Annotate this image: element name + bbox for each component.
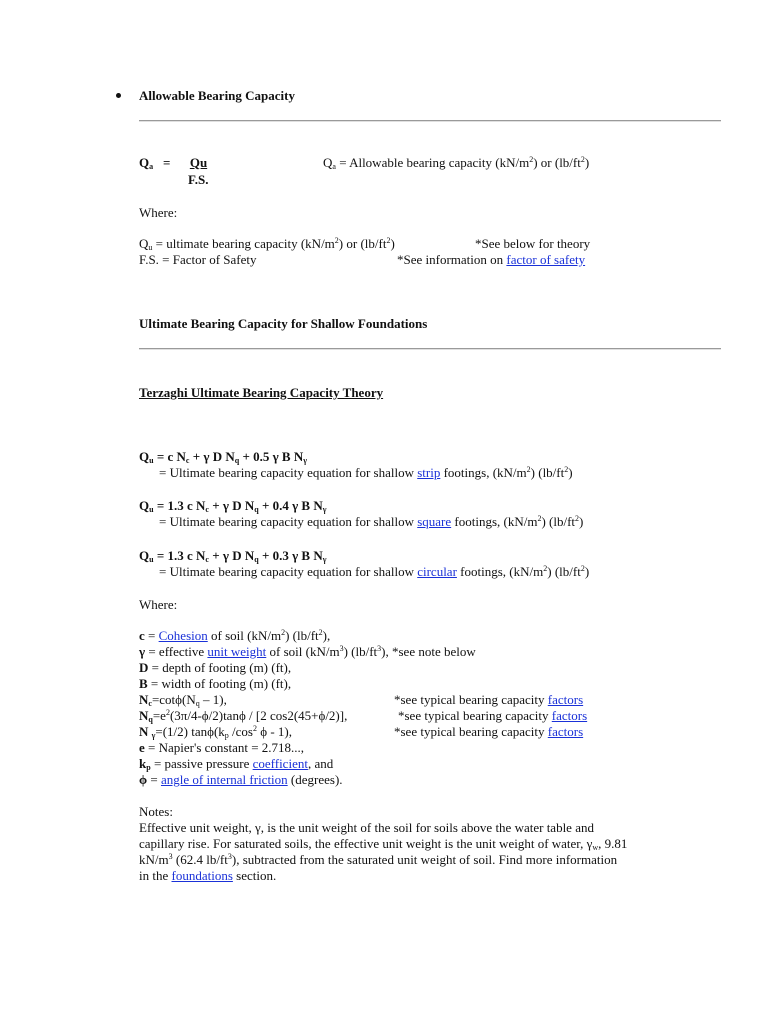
qa-def-subscript: a <box>332 162 336 171</box>
notes-line-1: Effective unit weight, γ, is the unit weight of the soil for soils above the water table and <box>139 820 594 835</box>
def-sup: 3 <box>339 644 344 653</box>
desc-b: footings, (kN/m <box>451 514 538 529</box>
qa-def-symbol: Q <box>323 155 333 170</box>
eq-sub-g: γ <box>322 555 327 564</box>
desc-a: = Ultimate bearing capacity equation for shallow <box>159 465 418 480</box>
ngamma-note <box>394 724 583 739</box>
eq-sub-q: q <box>254 555 259 564</box>
eq-rhs-a: = 1.3 c N <box>153 548 206 563</box>
qa-def-sup2: 2 <box>580 155 585 164</box>
fs-note <box>397 252 585 267</box>
qa-def-text3: ) <box>584 155 590 170</box>
circular-link[interactable]: circular <box>417 564 457 579</box>
factors-link[interactable]: factors <box>547 724 584 739</box>
qu-sup2: 2 <box>386 236 391 245</box>
desc-a: = Ultimate bearing capacity equation for shallow <box>159 514 418 529</box>
qa-def-text2: ) or (lb/ft <box>533 155 581 170</box>
eq-rhs-a: = 1.3 c N <box>153 498 206 513</box>
def-symbol: k <box>139 756 147 771</box>
def-text: (degrees). <box>287 772 343 787</box>
def-width <box>139 676 291 691</box>
def-sup: 2 <box>165 708 170 717</box>
def-symbol: N <box>139 708 149 723</box>
def-symbol: N <box>139 724 149 739</box>
fs-definition: F.S. = Factor of Safety <box>139 252 257 267</box>
def-symbol: ϕ <box>139 772 148 787</box>
desc-c: ) (lb/ft <box>547 564 581 579</box>
strip-link[interactable]: strip <box>417 465 441 480</box>
eq-sub-q: q <box>254 505 259 514</box>
qa-def-text: = Allowable bearing capacity (kN/m <box>335 155 530 170</box>
factors-link[interactable]: factors <box>551 708 588 723</box>
terzaghi-heading: Terzaghi Ultimate Bearing Capacity Theory <box>139 385 384 400</box>
notes-sup: 3 <box>168 852 173 861</box>
def-cohesion <box>139 628 330 643</box>
notes-text: ), subtracted from the saturated unit weight of soil. Find more information <box>231 852 618 867</box>
notes-text: kN/m <box>139 852 169 867</box>
circular-description <box>159 564 589 579</box>
strip-equation <box>139 449 307 464</box>
square-equation <box>139 498 327 513</box>
section-title-allowable: Allowable Bearing Capacity <box>139 88 295 103</box>
def-text3: ϕ - 1), <box>257 724 293 739</box>
desc-sup2: 2 <box>564 465 569 474</box>
eq-rhs-b: + γ D N <box>208 498 255 513</box>
desc-c: ) (lb/ft <box>530 465 565 480</box>
qu-text2: ) or (lb/ft <box>338 236 387 251</box>
eq-lhs-sub: u <box>149 505 154 514</box>
def-text: =(1/2) tanϕ(k <box>155 724 225 739</box>
def-nq <box>139 708 347 723</box>
qa-subscript: a <box>149 162 154 171</box>
cohesion-link[interactable]: Cohesion <box>158 628 208 643</box>
qu-sup: 2 <box>334 236 339 245</box>
def-text: =e <box>152 708 166 723</box>
eq-rhs-c: + 0.3 γ B N <box>258 548 323 563</box>
def-kp <box>139 756 333 771</box>
divider <box>139 120 721 122</box>
def-text2: /cos <box>228 724 253 739</box>
eq-rhs-b: + γ D N <box>189 449 235 464</box>
eq-sub-g: γ <box>303 456 307 465</box>
friction-angle-link[interactable]: angle of internal friction <box>160 772 288 787</box>
desc-sup1: 2 <box>537 514 542 523</box>
section-title-ultimate: Ultimate Bearing Capacity for Shallow Foundations <box>139 316 428 331</box>
notes-text: (62.4 lb/ft <box>172 852 228 867</box>
note-text: *see typical bearing capacity <box>398 708 552 723</box>
def-eq: = effective <box>145 644 208 659</box>
def-sup: 2 <box>281 628 286 637</box>
eq-sub-g: γ <box>322 505 327 514</box>
def-sub: γ <box>151 731 156 740</box>
notes-text: section. <box>232 868 277 883</box>
eq-rhs-b: + γ D N <box>208 548 255 563</box>
eq-rhs-c: + 0.4 γ B N <box>258 498 323 513</box>
eq-lhs: Q <box>139 498 150 513</box>
def-sub2: p <box>224 731 229 740</box>
notes-text: capillary rise. For saturated soils, the effective unit weight is the unit weight of water, γ <box>139 836 593 851</box>
desc-sup1: 2 <box>526 465 531 474</box>
def-sub: q <box>148 715 153 724</box>
def-symbol: D <box>139 660 149 675</box>
fs-note-text: *See information on <box>397 252 507 267</box>
def-sup2: 3 <box>377 644 382 653</box>
def-sup2: 2 <box>318 628 323 637</box>
qu-definition <box>139 236 395 251</box>
eq-lhs: Q <box>139 548 150 563</box>
square-description <box>159 514 583 529</box>
note-text: *see typical bearing capacity <box>394 724 548 739</box>
def-text2: , and <box>307 756 334 771</box>
circular-equation <box>139 548 327 563</box>
notes-line-4 <box>139 868 276 883</box>
notes-sub: w <box>592 843 599 852</box>
def-sub2: q <box>195 699 200 708</box>
def-symbol: B <box>139 676 148 691</box>
def-symbol: N <box>139 692 149 707</box>
factor-of-safety-link[interactable]: factor of safety <box>506 252 586 267</box>
def-symbol: γ <box>139 644 146 659</box>
eq-lhs-sub: u <box>149 456 154 465</box>
def-depth <box>139 660 291 675</box>
notes-text: in the <box>139 868 172 883</box>
qa-symbol: Q <box>139 155 150 170</box>
def-text2: – 1), <box>199 692 227 707</box>
qu-subscript: u <box>148 243 153 252</box>
qu-symbol: Q <box>139 236 149 251</box>
unit-weight-link[interactable]: unit weight <box>207 644 267 659</box>
def-symbol: e <box>139 740 145 755</box>
strip-description <box>159 465 573 480</box>
qu-text3: ) <box>390 236 395 251</box>
notes-text: , 9.81 <box>598 836 628 851</box>
def-unit-weight <box>139 644 476 659</box>
def-text: of soil (kN/m <box>207 628 282 643</box>
nq-note <box>398 708 587 723</box>
equals-sign: = <box>163 155 171 170</box>
def-text: =cotϕ(N <box>151 692 196 707</box>
nc-note <box>394 692 583 707</box>
desc-sup1: 2 <box>543 564 548 573</box>
foundations-link[interactable]: foundations <box>171 868 233 883</box>
eq-rhs-a: = c N <box>153 449 186 464</box>
def-text: = depth of footing (m) (ft), <box>148 660 292 675</box>
desc-d: ) <box>584 564 590 579</box>
def-text2: ) (lb/ft <box>285 628 319 643</box>
eq-lhs: Q <box>139 449 150 464</box>
desc-d: ) <box>579 514 584 529</box>
notes-line-2 <box>139 836 627 851</box>
notes-heading: Notes: <box>139 804 173 819</box>
qa-definition <box>323 155 589 170</box>
def-sub: p <box>146 763 151 772</box>
desc-sup2: 2 <box>580 564 585 573</box>
def-ngamma <box>139 724 292 739</box>
def-symbol: c <box>139 628 145 643</box>
desc-sup2: 2 <box>575 514 580 523</box>
def-text: = passive pressure <box>150 756 253 771</box>
formula-numerator: Qu <box>189 155 208 170</box>
eq-sub-c: c <box>185 456 190 465</box>
desc-b: footings, (kN/m <box>456 564 544 579</box>
def-text3: ), *see note below <box>381 644 476 659</box>
eq-lhs-sub: u <box>149 555 154 564</box>
eq-sub-c: c <box>205 505 209 514</box>
square-link[interactable]: square <box>417 514 452 529</box>
qa-def-sup: 2 <box>529 155 534 164</box>
def-phi <box>139 772 343 787</box>
where-label-2: Where: <box>139 597 178 612</box>
formula-qa <box>139 155 153 170</box>
def-text3: ), <box>322 628 331 643</box>
qu-note: *See below for theory <box>475 236 591 251</box>
def-text: of soil (kN/m <box>266 644 340 659</box>
def-napier <box>139 740 304 755</box>
notes-sup: 3 <box>227 852 232 861</box>
eq-rhs-c: + 0.5 γ B N <box>239 449 304 464</box>
def-eq: = <box>147 772 161 787</box>
qu-text: = ultimate bearing capacity (kN/m <box>152 236 335 251</box>
desc-b: footings, (kN/m <box>440 465 527 480</box>
def-text2: ) (lb/ft <box>343 644 378 659</box>
divider <box>139 348 721 350</box>
note-text: *see typical bearing capacity <box>394 692 548 707</box>
def-eq: = <box>144 628 159 643</box>
def-text2: (3π/4-ϕ/2)tanϕ / [2 cos2(45+ϕ/2)], <box>169 708 348 723</box>
eq-sub-c: c <box>205 555 209 564</box>
def-text: = Napier's constant = 2.718..., <box>144 740 305 755</box>
coefficient-link[interactable]: coefficient <box>252 756 308 771</box>
notes-line-3 <box>139 852 617 867</box>
def-nc <box>139 692 227 707</box>
formula-denominator: F.S. <box>188 172 209 187</box>
desc-d: ) <box>568 465 573 480</box>
def-sub: c <box>148 699 152 708</box>
bullet-icon <box>116 93 121 98</box>
def-text: = width of footing (m) (ft), <box>147 676 292 691</box>
desc-c: ) (lb/ft <box>541 514 576 529</box>
desc-a: = Ultimate bearing capacity equation for shallow <box>159 564 418 579</box>
factors-link[interactable]: factors <box>547 692 584 707</box>
where-label: Where: <box>139 205 178 220</box>
eq-sub-q: q <box>234 456 240 465</box>
def-sup: 2 <box>253 724 257 733</box>
